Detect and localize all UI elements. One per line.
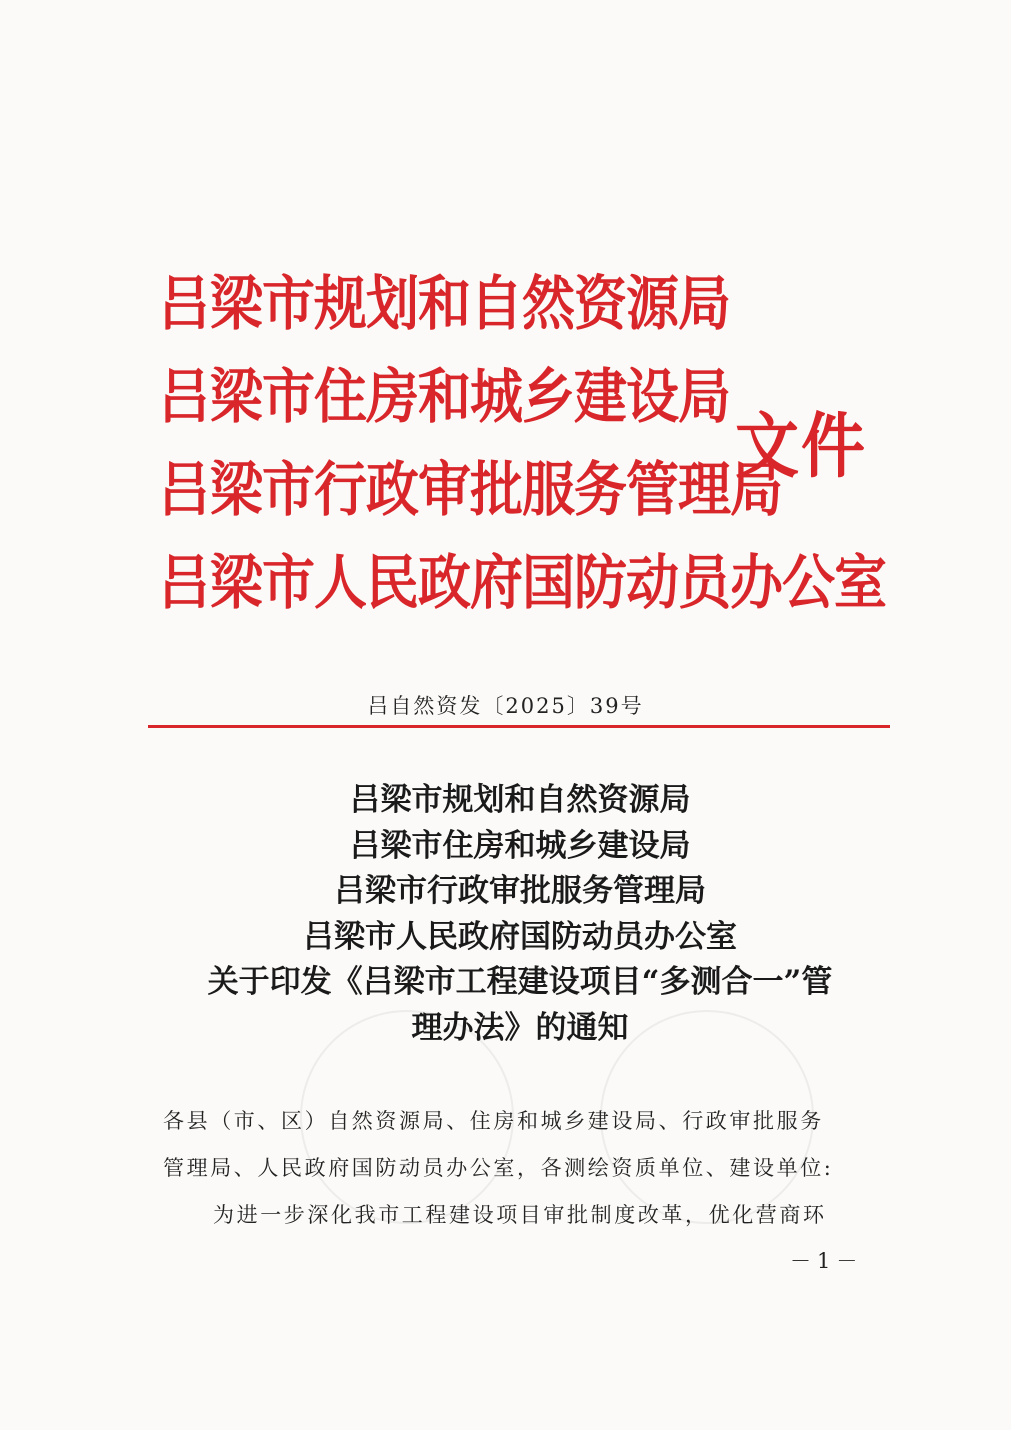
issuer-name: 吕梁市行政审批服务管理局 bbox=[158, 455, 782, 525]
title-line: 吕梁市行政审批服务管理局 bbox=[334, 873, 706, 909]
red-divider bbox=[148, 725, 890, 728]
issuer-name: 吕梁市人民政府国防动员办公室 bbox=[158, 548, 886, 618]
title-line: 吕梁市规划和自然资源局 bbox=[349, 782, 691, 818]
recipients-line: 管理局、人民政府国防动员办公室，各测绘资质单位、建设单位: bbox=[163, 1156, 834, 1180]
title-line: 吕梁市住房和城乡建设局 bbox=[349, 827, 691, 864]
title-line: 关于印发《吕梁市工程建设项目“多测合一”管 bbox=[207, 964, 833, 1000]
page-number: －1－ bbox=[790, 1249, 864, 1273]
issuer-name: 吕梁市住房和城乡建设局 bbox=[158, 362, 730, 432]
document-number: 吕自然资发〔2025〕39号 bbox=[367, 694, 644, 718]
document-body bbox=[163, 1098, 878, 1239]
recipients-line: 各县（市、区）自然资源局、住房和城乡建设局、行政审批服务 bbox=[163, 1109, 824, 1133]
title-line: 吕梁市人民政府国防动员办公室 bbox=[303, 918, 737, 955]
body-paragraph: 为进一步深化我市工程建设项目审批制度改革，优化营商环 bbox=[213, 1203, 827, 1227]
document-title bbox=[140, 778, 900, 1051]
letterhead-suffix: 文件 bbox=[735, 405, 867, 489]
issuer-name: 吕梁市规划和自然资源局 bbox=[158, 269, 730, 339]
title-line: 理办法》的通知 bbox=[411, 1009, 629, 1046]
